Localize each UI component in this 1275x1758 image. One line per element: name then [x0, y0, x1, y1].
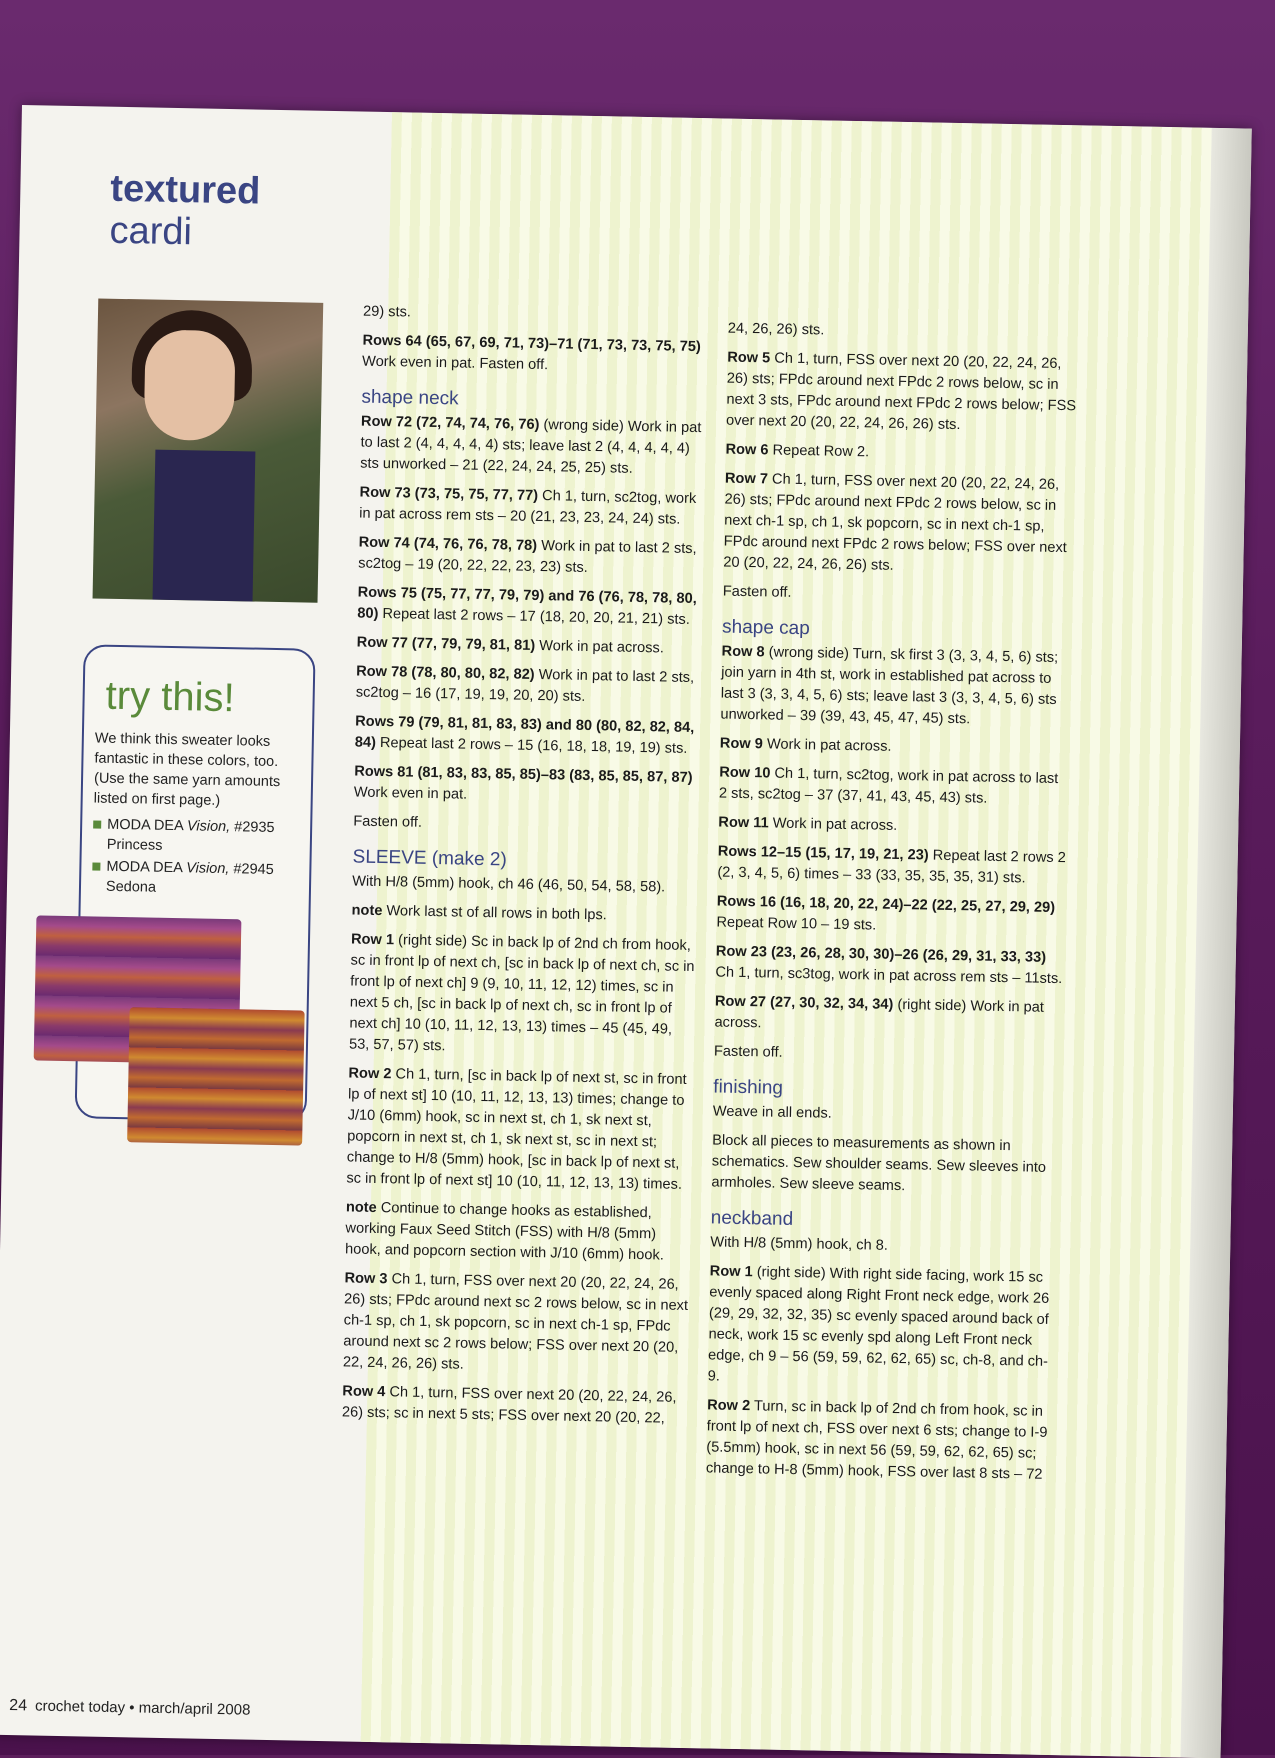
page-title-line2: cardi: [109, 209, 193, 254]
magazine-page: [0, 105, 1252, 1758]
paragraph: Row 11 Work in pat across.: [718, 814, 898, 834]
model-photo: [93, 299, 324, 603]
paragraph: Rows 12–15 (15, 17, 19, 21, 23) Repeat last 2 rows 2 (2, 3, 4, 5, 6) times – 33 (33, 35, 35, 35, 31) sts.: [717, 843, 1066, 887]
paragraph: Row 1 (right side) Sc in back lp of 2nd ch from hook, sc in front lp of next ch, [sc in back lp of next ch, sc in front lp of next ch] 9 (9, 10, 11, 12, 12) times, sc in next 5 ch, [sc in back lp of next ch, sc in front lp of next ch] 10 (10, 11, 12, 13, 13) times – 45 (45, 49, 53, 57, 57) sts.: [348, 931, 695, 1055]
paragraph: Rows 64 (65, 67, 69, 71, 73)–71 (71, 73, 73, 75, 75) Work even in pat. Fasten off.: [361, 332, 701, 374]
paragraph: Row 77 (77, 79, 79, 81, 81) Work in pat across.: [356, 634, 665, 657]
paragraph: Row 7 Ch 1, turn, FSS over next 20 (20, 22, 24, 26, 26) sts; FPdc around next FPdc 2 rows below, sc in next ch-1 sp, ch 1, sk popcorn, sc in next ch-1 sp, FPdc around next FPdc 2 rows below; FSS over next 20 (20, 22, 24, 26, 26) sts.: [723, 470, 1067, 574]
paragraph: Row 2 Ch 1, turn, [sc in back lp of next st, sc in front lp of next st] 10 (10, 11, 12, 13, 13) times; change to J/10 (6mm) hook, sc in next st, ch 1, sk next st, popcorn in next st, ch 1, sk next st, sc in next st; change to H/8 (5mm) hook, [sc in back lp of next st, sc in front lp of next st] 10 (10, 11, 12, 13, 13) times.: [346, 1065, 687, 1193]
instructions-column-3: [706, 319, 1078, 1495]
bullet-icon: [93, 821, 101, 829]
page-footer: [9, 1697, 250, 1720]
section-heading: neckband: [710, 1207, 794, 1231]
section-heading: finishing: [713, 1076, 784, 1099]
paragraph: Row 72 (72, 74, 74, 76, 76) (wrong side) Work in pat to last 2 (4, 4, 4, 4, 4) sts; leave last 2 (4, 4, 4, 4, 4) sts unworked – 21 (22, 24, 24, 25, 25) sts.: [360, 413, 702, 477]
paragraph: Row 78 (78, 80, 80, 82, 82) Work in pat to last 2 sts, sc2tog – 16 (17, 19, 19, 20, 20) sts.: [355, 663, 695, 705]
paragraph: Rows 75 (75, 77, 77, 79, 79) and 76 (76, 78, 78, 80, 80) Repeat last 2 rows – 17 (18, 20, 20, 21, 21) sts.: [357, 584, 697, 628]
paragraph: Row 74 (74, 76, 76, 78, 78) Work in pat to last 2 sts, sc2tog – 19 (20, 22, 22, 23, 23) sts.: [358, 534, 697, 576]
photo-top: [153, 450, 256, 602]
page-title-line1: textured: [110, 167, 261, 213]
paragraph: Row 6 Repeat Row 2.: [725, 441, 870, 461]
yarn-swatch-sedona: [127, 1007, 305, 1145]
paragraph: Row 8 (wrong side) Turn, sk first 3 (3, 3, 4, 5, 6) sts; join yarn in 4th st, work in established pat across to last 3 (3, 3, 4, 5, 6) sts; leave last 3 (3, 3, 4, 5, 6) sts unworked – 39 (39, 43, 45, 47, 45) sts.: [720, 643, 1059, 728]
paragraph: Rows 81 (81, 83, 83, 85, 85)–83 (83, 85, 85, 87, 87) Work even in pat.: [353, 763, 693, 803]
paragraph: Fasten off.: [722, 583, 792, 601]
section-heading: shape neck: [361, 386, 459, 410]
paragraph: Row 4 Ch 1, turn, FSS over next 20 (20, 22, 24, 26, 26) sts; sc in next 5 sts; FSS over next 20 (20, 22,: [341, 1383, 677, 1427]
paragraph: note Work last st of all rows in both lps.: [351, 902, 607, 924]
paragraph: Row 73 (73, 75, 75, 77, 77) Ch 1, turn, sc2tog, work in pat across rem sts – 20 (21, 23, 23, 24, 24) sts.: [359, 484, 697, 528]
yarn-option: MODA DEA Vision, #2945 Sedona: [92, 856, 274, 899]
paragraph: Block all pieces to measurements as shown in schematics. Sew shoulder seams. Sew sleeves into armholes. Sew sleeve seams.: [711, 1132, 1047, 1195]
page-number: 24: [9, 1697, 28, 1715]
try-this-body: We think this sweater looks fantastic in these colors, too. (Use the same yarn amounts listed on first page.): [93, 730, 281, 809]
paragraph: Rows 16 (16, 18, 20, 22, 24)–22 (22, 25, 27, 29, 29) Repeat Row 10 – 19 sts.: [716, 893, 1056, 934]
paragraph: 24, 26, 26) sts.: [727, 320, 825, 339]
bullet-icon: [92, 862, 100, 870]
paragraph: Row 9 Work in pat across.: [719, 735, 892, 755]
yarn-option: MODA DEA Vision, #2935 Princess: [93, 815, 275, 858]
paragraph: Fasten off.: [713, 1043, 783, 1061]
paragraph: Row 10 Ch 1, turn, sc2tog, work in pat across to last 2 sts, sc2tog – 37 (37, 41, 43, 45, 43) sts.: [718, 764, 1059, 807]
paragraph: Row 23 (23, 26, 28, 30, 30)–26 (26, 29, 31, 33, 33) Ch 1, turn, sc3tog, work in pat across rem sts – 11sts.: [715, 943, 1063, 988]
paragraph: Row 27 (27, 30, 32, 34, 34) (right side) Work in pat across.: [714, 993, 1045, 1032]
paragraph: Row 1 (right side) With right side facing, work 15 sc evenly spaced along Right Front neck edge, work 26 (29, 29, 32, 32, 35) sc evenly spaced around back of neck, work 15 sc evenly spd along Left Front neck edge, ch 9 – 56 (59, 59, 62, 62, 65) sc, ch-8, and ch-9.: [707, 1263, 1050, 1385]
paragraph: With H/8 (5mm) hook, ch 46 (46, 50, 54, 58, 58).: [352, 873, 666, 896]
paragraph: Row 5 Ch 1, turn, FSS over next 20 (20, 22, 24, 26, 26) sts; FPdc around next FPdc 2 rows below, sc in next 3 sts, FPdc around next FPdc 2 rows below; FSS over next 20 (20, 22, 24, 26, 26) sts.: [725, 349, 1077, 434]
instructions-column-2: [342, 302, 709, 1438]
left-column: [0, 105, 392, 1742]
paragraph: With H/8 (5mm) hook, ch 8.: [710, 1234, 889, 1254]
paragraph: Row 2 Turn, sc in back lp of 2nd ch from hook, sc in front lp of next ch, FSS over next 6 sts; change to I-9 (5.5mm) hook, sc in next 56 (59, 59, 62, 62, 65) sc; change to H-8 (5mm) hook, FSS over last 8 sts – 72: [705, 1397, 1048, 1483]
photo-face: [144, 329, 236, 441]
paragraph: 29) sts.: [362, 303, 412, 321]
paragraph: Rows 79 (79, 81, 81, 83, 83) and 80 (80, 82, 82, 84, 84) Repeat last 2 rows – 15 (16, 18, 18, 19, 19) sts.: [354, 713, 695, 757]
paragraph: Row 3 Ch 1, turn, FSS over next 20 (20, 22, 24, 26, 26) sts; FPdc around next sc 2 rows below, sc in next ch-1 sp, ch 1, sk popcorn, sc in next ch-1 sp, FPdc around next sc 2 rows below; FSS over next 20 (20, 22, 24, 26, 26) sts.: [342, 1270, 689, 1373]
try-this-heading: try this!: [105, 673, 235, 721]
paragraph: Weave in all ends.: [712, 1103, 832, 1122]
section-heading: SLEEVE (make 2): [352, 846, 507, 871]
section-heading: shape cap: [721, 616, 810, 640]
footer-text: crochet today • march/april 2008: [34, 1697, 251, 1719]
paragraph: Fasten off.: [353, 813, 423, 831]
paragraph: note Continue to change hooks as established, working Faux Seed Stitch (FSS) with H/8 (5mm) hook, and popcorn section with J/10 (6mm) hook.: [344, 1199, 664, 1264]
